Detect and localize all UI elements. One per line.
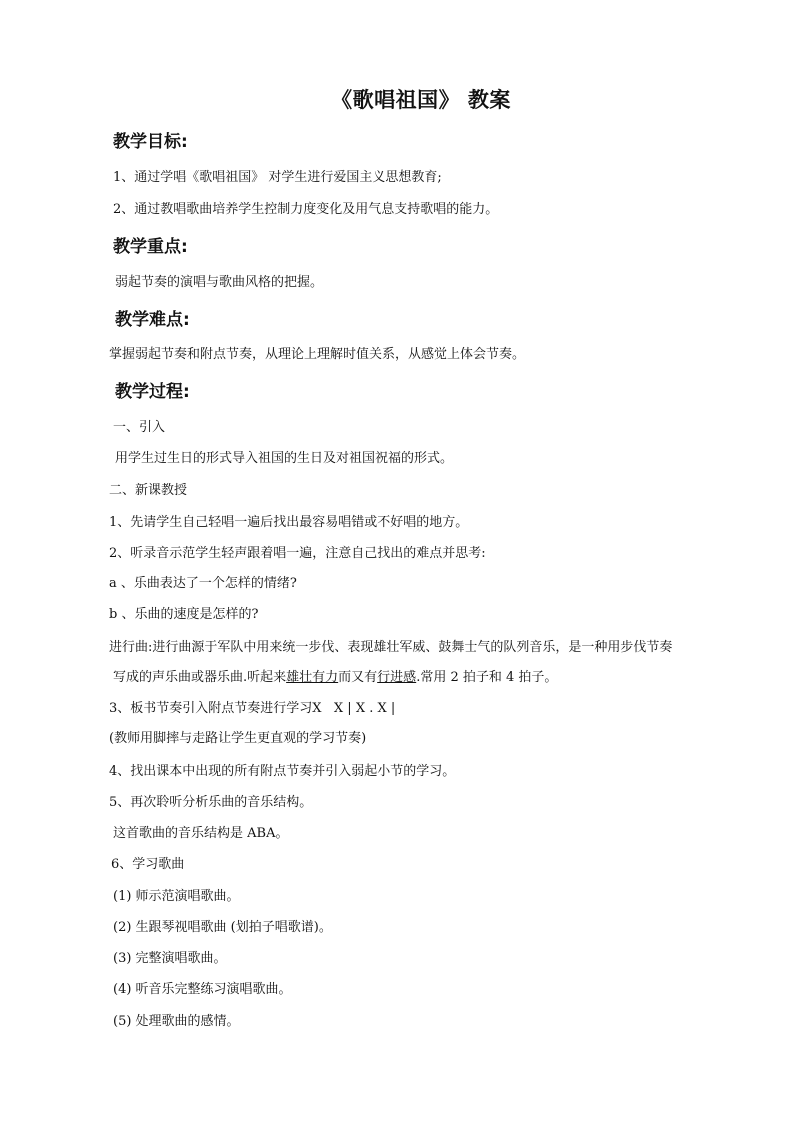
- heading-objectives: 教学目标:: [113, 132, 188, 152]
- march-definition-line-2: [113, 666, 557, 685]
- step-3: 3、板书节奏引入附点节奏进行学习X X | X . X |: [109, 701, 396, 716]
- march-line2-underlined-1: 雄壮有力: [286, 670, 339, 685]
- question-b: b 、乐曲的速度是怎样的?: [109, 607, 259, 622]
- march-line2-underlined-2: 行进感: [377, 670, 417, 685]
- section-intro-text: 用学生过生日的形式导入祖国的生日及对祖国祝福的形式。: [115, 451, 454, 466]
- sub-step-1: (1) 师示范演唱歌曲。: [113, 889, 240, 904]
- key-point-text: 弱起节奏的演唱与歌曲风格的把握。: [115, 275, 324, 290]
- sub-step-3: (3) 完整演唱歌曲。: [113, 951, 227, 966]
- step-2: 2、听录音示范学生轻声跟着唱一遍，注意自己找出的难点并思考:: [109, 546, 486, 561]
- march-line2-part-a: 写成的声乐曲或器乐曲.听起来: [113, 670, 287, 685]
- heading-key-points: 教学重点:: [113, 237, 188, 257]
- march-line2-part-b: 而又有: [338, 670, 378, 685]
- objective-1: 1、通过学唱《歌唱祖国》 对学生进行爱国主义思想教育;: [113, 170, 442, 185]
- music-structure: 这首歌曲的音乐结构是 ABA。: [113, 826, 289, 841]
- march-definition-line-1: 进行曲:进行曲源于军队中用来统一步伐、表现雄壮军威、鼓舞士气的队列音乐，是一种用步伐节奏: [109, 640, 673, 655]
- step-4: 4、找出课本中出现的所有附点节奏并引入弱起小节的学习。: [109, 764, 456, 779]
- document-title: 《歌唱祖国》 教案: [331, 88, 511, 112]
- step-5: 5、再次聆听分析乐曲的音乐结构。: [109, 795, 313, 810]
- sub-step-2: (2) 生跟琴视唱歌曲 (划拍子唱歌谱)。: [113, 920, 332, 935]
- difficulty-text: 掌握弱起节奏和附点节奏，从理论上理解时值关系，从感觉上体会节奏。: [109, 347, 526, 362]
- section-intro-title: 一、引入: [113, 420, 166, 435]
- heading-difficulties: 教学难点:: [115, 310, 190, 330]
- question-a: a 、乐曲表达了一个怎样的情绪?: [109, 576, 297, 591]
- sub-step-4: (4) 听音乐完整练习演唱歌曲。: [113, 982, 292, 997]
- step-3-note: (教师用脚摔与走路让学生更直观的学习节奏): [109, 731, 367, 746]
- section-new-lesson-title: 二、新课教授: [109, 483, 188, 498]
- sub-step-5: (5) 处理歌曲的感情。: [113, 1014, 240, 1029]
- heading-process: 教学过程:: [115, 382, 190, 402]
- objective-2: 2、通过教唱歌曲培养学生控制力度变化及用气息支持歌唱的能力。: [113, 202, 499, 217]
- step-1: 1、先请学生自己轻唱一遍后找出最容易唱错或不好唱的地方。: [109, 515, 469, 530]
- step-6: 6、学习歌曲: [111, 857, 185, 872]
- march-line2-part-c: .常用 2 拍子和 4 拍子。: [416, 670, 558, 685]
